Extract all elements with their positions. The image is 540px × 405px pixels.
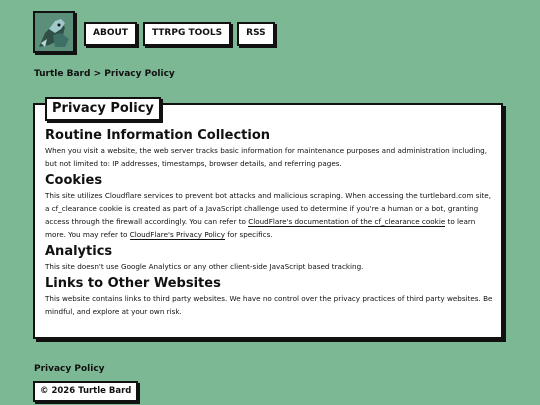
- section-heading-links: Links to Other Websites: [45, 276, 221, 291]
- footer-privacy-link[interactable]: Privacy Policy: [34, 364, 105, 374]
- breadcrumb: Turtle Bard > Privacy Policy: [34, 69, 175, 79]
- section-heading-analytics: Analytics: [45, 244, 113, 259]
- main-nav: [84, 22, 275, 46]
- nav-rss-button[interactable]: RSS: [237, 22, 275, 46]
- section-heading-routine: Routine Information Collection: [45, 128, 271, 143]
- copyright-badge: © 2026 Turtle Bard: [33, 381, 138, 402]
- page-title: Privacy Policy: [45, 97, 161, 121]
- privacy-policy-card: [33, 103, 503, 339]
- cookies-text-part3: for specifics.: [225, 230, 273, 239]
- nav-ttrpg-tools-button[interactable]: TTRPG TOOLS: [143, 22, 231, 46]
- site-logo[interactable]: [33, 11, 75, 53]
- section-text-links: This website contains links to third party websites. We have no control over the privacy practices of third party websites. Be mindful, and explore at your own risk.: [45, 294, 493, 316]
- cookies-text-part1: This site utilizes Cloudflare services to prevent bot attacks and malicious scraping. When accessing the turtlebard.com site, a cf_clearance cookie is created as part of a JavaScript challenge used to determine if you're a human or a bot, granting access through the firewall accordingly. You can refer to: [45, 191, 492, 226]
- cookies-text-part2: to learn more. You may refer to: [45, 217, 476, 239]
- cf-clearance-docs-link[interactable]: CloudFlare's documentation of the cf_clearance cookie: [248, 217, 446, 226]
- nav-about-button[interactable]: ABOUT: [84, 22, 137, 46]
- cloudflare-privacy-link[interactable]: CloudFlare's Privacy Policy: [129, 230, 225, 239]
- section-text-cookies: [45, 189, 497, 241]
- turtle-bard-logo-icon: [35, 13, 73, 51]
- policy-content: [45, 127, 497, 320]
- section-text-analytics: This site doesn't use Google Analytics or any other client-side JavaScript based tracking.: [45, 262, 364, 271]
- section-heading-cookies: Cookies: [45, 173, 103, 188]
- section-text-routine: When you visit a website, the web server tracks basic information for maintenance purposes and administration including, but not limited to: IP addresses, timestamps, browser details, and referring pages.: [45, 146, 487, 168]
